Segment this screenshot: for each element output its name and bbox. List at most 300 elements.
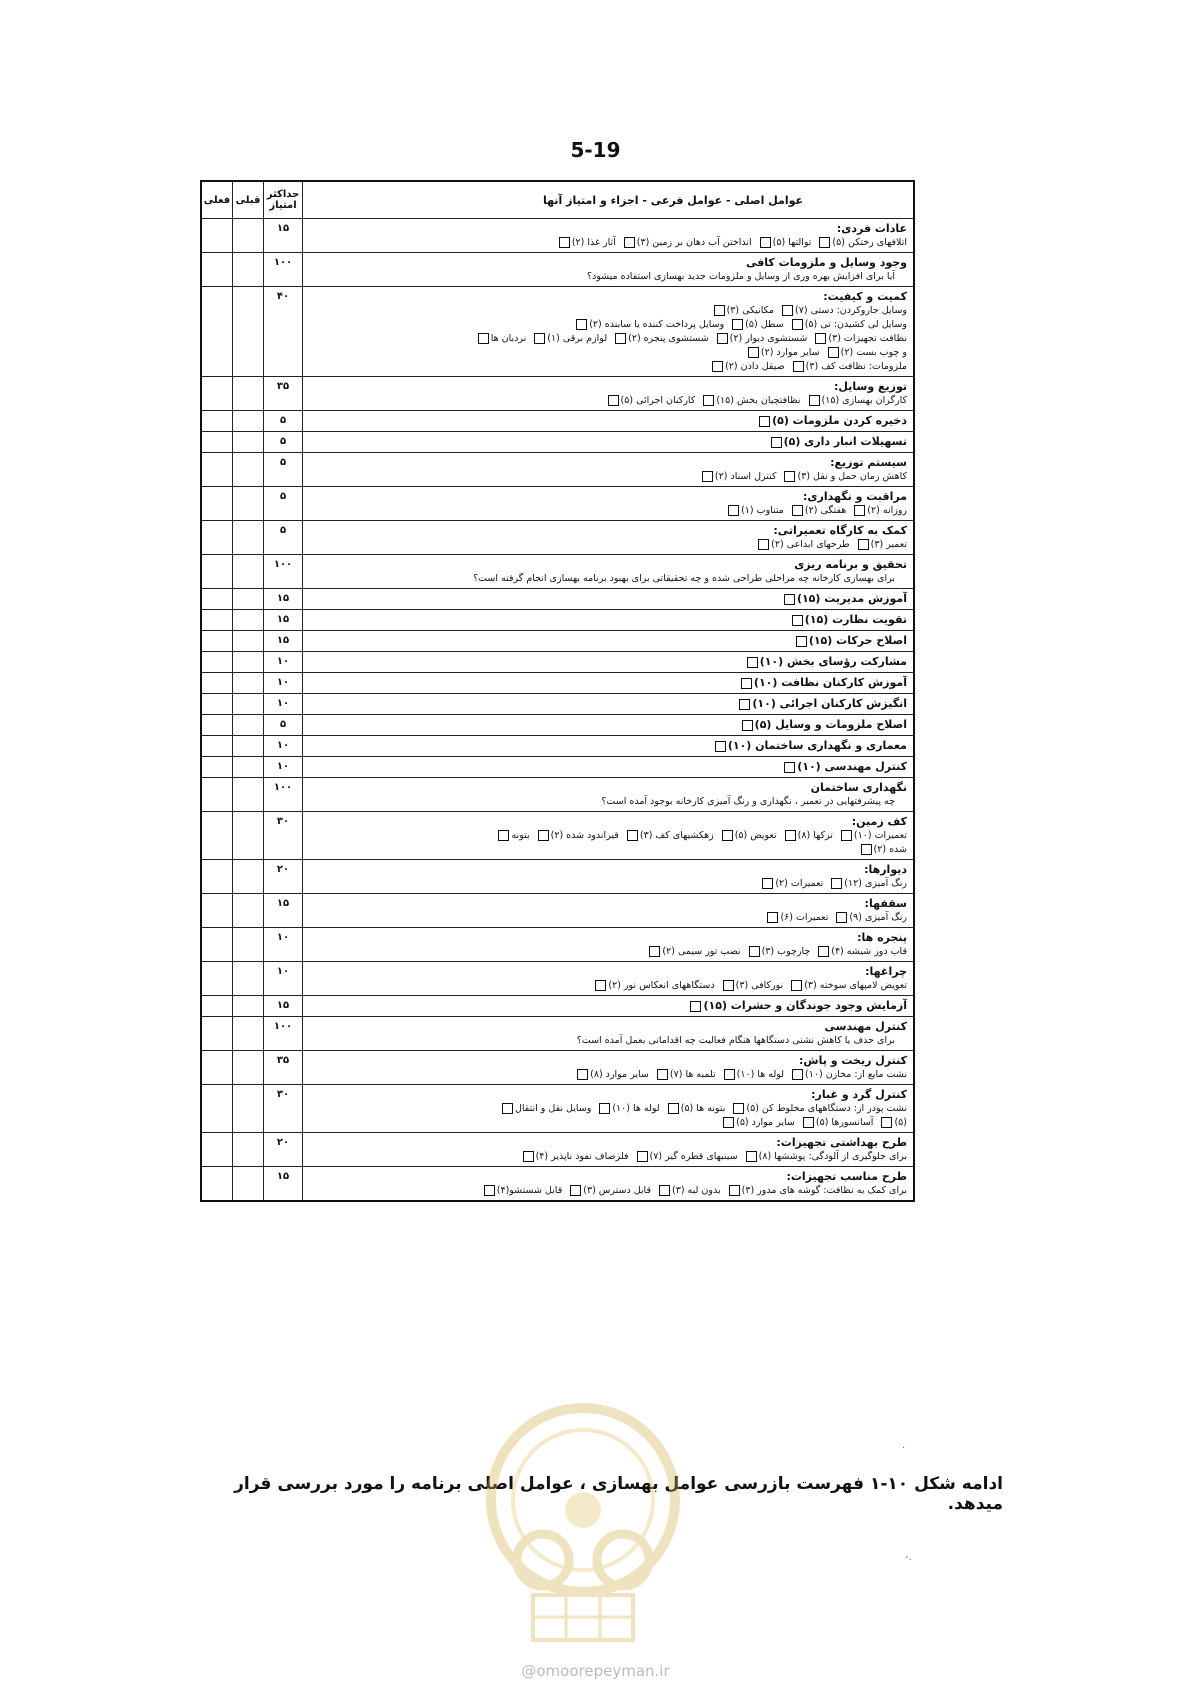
checkbox[interactable] xyxy=(570,1185,581,1196)
criteria-cell xyxy=(303,287,915,377)
website-footer: @omoorepeyman.ir xyxy=(521,1662,670,1680)
criteria-item xyxy=(714,304,774,318)
criteria-item-label: نظافت تجهیزات (۳) xyxy=(828,333,907,344)
previous-score-cell[interactable] xyxy=(233,411,264,432)
current-score-cell[interactable] xyxy=(201,1051,233,1085)
table-row xyxy=(201,1133,914,1167)
checkbox[interactable] xyxy=(702,471,713,482)
previous-score-cell[interactable] xyxy=(233,287,264,377)
max-score-cell: ۱۵ xyxy=(264,894,303,928)
criteria-item xyxy=(534,332,607,346)
criteria-item-label: سایر موارد (۵) xyxy=(736,1117,795,1128)
current-score-cell[interactable] xyxy=(201,610,233,631)
criteria-item-label: قیراندود شده (۲) xyxy=(550,830,619,841)
table-row xyxy=(201,411,914,432)
criteria-item xyxy=(523,1150,629,1164)
criteria-title: تقویت نظارت (۱۵) xyxy=(804,613,907,626)
checkbox[interactable] xyxy=(615,333,626,344)
criteria-cell xyxy=(303,1085,915,1133)
criteria-item-label: دستگاههای انعکاس نور (۲) xyxy=(608,980,715,991)
criteria-item-label: نظافتچیان بخش (۱۵) xyxy=(716,395,801,406)
criteria-item xyxy=(881,1116,907,1130)
checkbox[interactable] xyxy=(478,333,489,344)
checkbox[interactable] xyxy=(714,305,725,316)
criteria-item-label: هفتگی (۲) xyxy=(804,505,847,516)
criteria-cell xyxy=(303,860,915,894)
criteria-item xyxy=(712,360,785,374)
checkbox[interactable] xyxy=(659,1185,670,1196)
checkbox[interactable] xyxy=(715,741,726,752)
criteria-line xyxy=(307,1184,907,1198)
page-number: 5-19 xyxy=(570,138,621,162)
criteria-item-label: تعمیرات (۶) xyxy=(780,912,829,923)
criteria-line xyxy=(307,945,907,959)
checkbox[interactable] xyxy=(637,1151,648,1162)
current-score-cell[interactable] xyxy=(201,1017,233,1051)
previous-score-cell[interactable] xyxy=(233,432,264,453)
criteria-item xyxy=(784,470,907,484)
header-max-score: حداکثر امتیاز xyxy=(264,181,303,219)
criteria-item-label: متناوب (۱) xyxy=(741,505,784,516)
criteria-item xyxy=(627,829,714,843)
checkbox[interactable] xyxy=(841,830,852,841)
previous-score-cell[interactable] xyxy=(233,453,264,487)
current-score-cell[interactable] xyxy=(201,652,233,673)
checkbox[interactable] xyxy=(690,1001,701,1012)
table-row xyxy=(201,377,914,411)
current-score-cell[interactable] xyxy=(201,996,233,1017)
criteria-item xyxy=(793,360,907,374)
criteria-cell xyxy=(303,736,915,757)
current-score-cell[interactable] xyxy=(201,757,233,778)
max-score-cell: ۴۰ xyxy=(264,287,303,377)
criteria-item-label: شستشوی دیوار (۲) xyxy=(729,333,808,344)
current-score-cell[interactable] xyxy=(201,521,233,555)
criteria-item-label: تعمیرات (۱۰) xyxy=(853,830,907,841)
checkbox[interactable] xyxy=(599,1103,610,1114)
checkbox[interactable] xyxy=(792,1069,803,1080)
checkbox[interactable] xyxy=(733,1103,744,1114)
criteria-item-label: طرحهای ابداعی (۲) xyxy=(771,539,850,550)
criteria-item xyxy=(792,318,907,332)
criteria-item-label: صیقل دادن (۲) xyxy=(725,361,785,372)
table-row xyxy=(201,610,914,631)
criteria-item xyxy=(608,394,696,408)
current-score-cell[interactable] xyxy=(201,715,233,736)
criteria-item-label: آسانسورها (۵) xyxy=(815,1117,874,1128)
current-score-cell[interactable] xyxy=(201,812,233,860)
criteria-item-label: روزانه (۲) xyxy=(867,505,907,516)
scan-mark: -. xyxy=(905,1552,912,1563)
previous-score-cell[interactable] xyxy=(233,1133,264,1167)
criteria-item-label: نشت مایع از: مخازن (۱۰) xyxy=(805,1069,907,1080)
criteria-item xyxy=(792,504,846,518)
checkbox[interactable] xyxy=(627,830,638,841)
checkbox[interactable] xyxy=(815,333,826,344)
previous-score-cell[interactable] xyxy=(233,219,264,253)
previous-score-cell[interactable] xyxy=(233,487,264,521)
previous-score-cell[interactable] xyxy=(233,1085,264,1133)
criteria-cell xyxy=(303,928,915,962)
criteria-item-label: وسایل جاروکردن: دستی (۷) xyxy=(795,305,907,316)
checkbox[interactable] xyxy=(881,1117,892,1128)
criteria-item-label: بدون لبه (۳) xyxy=(672,1185,721,1196)
criteria-question: چه پیشرفتهایی در تعمیر ، نگهداری و رنگ آمیزی کارخانه بوجود آمده است؟ xyxy=(601,796,895,807)
checkbox[interactable] xyxy=(722,830,733,841)
checkbox[interactable] xyxy=(796,636,807,647)
current-score-cell[interactable] xyxy=(201,894,233,928)
max-score-cell: ۱۰ xyxy=(264,673,303,694)
criteria-title: وجود وسایل و ملزومات کافی xyxy=(745,256,907,269)
criteria-item xyxy=(818,945,907,959)
current-score-cell[interactable] xyxy=(201,694,233,715)
criteria-title: تحقیق و برنامه ریزی xyxy=(794,558,907,571)
criteria-item-label: رنگ آمیزی (۱۲) xyxy=(844,878,907,889)
criteria-question: برای بهسازی کارخانه چه مراحلی طراحی شده و چه تحقیقاتی برای بهبود برنامه بهسازی انجام گرفته است؟ xyxy=(473,573,895,584)
checkbox[interactable] xyxy=(723,980,734,991)
checkbox[interactable] xyxy=(792,615,803,626)
checkbox[interactable] xyxy=(559,237,570,248)
checkbox[interactable] xyxy=(739,699,750,710)
max-score-cell: ۲۰ xyxy=(264,860,303,894)
criteria-cell xyxy=(303,610,915,631)
table-row xyxy=(201,996,914,1017)
checkbox[interactable] xyxy=(809,395,820,406)
table-row xyxy=(201,487,914,521)
criteria-item xyxy=(595,979,714,993)
criteria-item xyxy=(861,843,907,857)
checkbox[interactable] xyxy=(791,980,802,991)
checkbox[interactable] xyxy=(831,878,842,889)
criteria-title: طرح بهداشتی تجهیزات: xyxy=(776,1136,907,1149)
current-score-cell[interactable] xyxy=(201,1085,233,1133)
criteria-line xyxy=(307,1150,907,1164)
previous-score-cell[interactable] xyxy=(233,555,264,589)
table-row xyxy=(201,1051,914,1085)
max-score-cell: ۱۵ xyxy=(264,589,303,610)
criteria-item-label: سطل (۵) xyxy=(745,319,784,330)
criteria-item xyxy=(615,332,709,346)
criteria-item xyxy=(624,236,752,250)
current-score-cell[interactable] xyxy=(201,673,233,694)
criteria-item xyxy=(659,1184,721,1198)
criteria-item-label: و چوب بست (۲) xyxy=(840,347,907,358)
checkbox[interactable] xyxy=(668,1103,679,1114)
previous-score-cell[interactable] xyxy=(233,962,264,996)
checkbox[interactable] xyxy=(759,416,770,427)
previous-score-cell[interactable] xyxy=(233,1017,264,1051)
criteria-item xyxy=(702,470,777,484)
checkbox[interactable] xyxy=(724,1069,735,1080)
criteria-item-label: بتونه ها (۵) xyxy=(680,1103,726,1114)
table-row xyxy=(201,1167,914,1202)
checkbox[interactable] xyxy=(717,333,728,344)
previous-score-cell[interactable] xyxy=(233,631,264,652)
checkbox[interactable] xyxy=(747,657,758,668)
max-score-cell: ۱۰۰ xyxy=(264,778,303,812)
criteria-title: نگهداری ساختمان xyxy=(810,781,907,794)
checkbox[interactable] xyxy=(498,830,509,841)
checkbox[interactable] xyxy=(608,395,619,406)
checkbox[interactable] xyxy=(595,980,606,991)
table-body xyxy=(201,219,914,1202)
checkbox[interactable] xyxy=(728,505,739,516)
criteria-title: طرح مناسب تجهیزات: xyxy=(786,1170,907,1183)
checkbox[interactable] xyxy=(749,946,760,957)
criteria-item-label: نشت پودر از: دستگاههای مخلوط کن (۵) xyxy=(746,1103,907,1114)
previous-score-cell[interactable] xyxy=(233,521,264,555)
header-main: عوامل اصلی - عوامل فرعی - اجزاء و امتیاز آنها xyxy=(303,181,915,219)
checkbox[interactable] xyxy=(760,237,771,248)
current-score-cell[interactable] xyxy=(201,253,233,287)
checkbox[interactable] xyxy=(784,471,795,482)
max-score-cell: ۳۵ xyxy=(264,1051,303,1085)
previous-score-cell[interactable] xyxy=(233,894,264,928)
header-current: فعلی xyxy=(201,181,233,219)
checkbox[interactable] xyxy=(818,946,829,957)
criteria-item-label: سایر موارد (۲) xyxy=(760,347,820,358)
criteria-cell xyxy=(303,555,915,589)
previous-score-cell[interactable] xyxy=(233,253,264,287)
checkbox[interactable] xyxy=(729,1185,740,1196)
checkbox[interactable] xyxy=(762,878,773,889)
criteria-item xyxy=(785,829,833,843)
criteria-title: پنجره ها: xyxy=(857,931,907,944)
max-score-cell: ۱۰ xyxy=(264,928,303,962)
criteria-cell xyxy=(303,589,915,610)
table-row xyxy=(201,736,914,757)
max-score-cell: ۱۵ xyxy=(264,1167,303,1202)
checkbox[interactable] xyxy=(741,678,752,689)
checkbox[interactable] xyxy=(732,319,743,330)
criteria-item-label: توالتها (۵) xyxy=(772,237,812,248)
checkbox[interactable] xyxy=(861,844,872,855)
checkbox[interactable] xyxy=(858,539,869,550)
current-score-cell[interactable] xyxy=(201,287,233,377)
current-score-cell[interactable] xyxy=(201,928,233,962)
table-row xyxy=(201,673,914,694)
criteria-item xyxy=(599,1102,659,1116)
criteria-line xyxy=(307,318,907,332)
criteria-item xyxy=(538,829,619,843)
max-score-cell: ۱۰۰ xyxy=(264,555,303,589)
criteria-item xyxy=(767,911,828,925)
checkbox[interactable] xyxy=(523,1151,534,1162)
criteria-title: اصلاح حرکات (۱۵) xyxy=(808,634,907,647)
current-score-cell[interactable] xyxy=(201,487,233,521)
current-score-cell[interactable] xyxy=(201,1167,233,1202)
header-previous: قبلی xyxy=(233,181,264,219)
checkbox[interactable] xyxy=(819,237,830,248)
checkbox[interactable] xyxy=(792,319,803,330)
current-score-cell[interactable] xyxy=(201,377,233,411)
criteria-line xyxy=(307,911,907,925)
current-score-cell[interactable] xyxy=(201,219,233,253)
criteria-item xyxy=(836,911,907,925)
criteria-title: دیوارها: xyxy=(864,863,907,876)
criteria-title: مراقبت و نگهداری: xyxy=(803,490,907,503)
checkbox[interactable] xyxy=(484,1185,495,1196)
table-row xyxy=(201,589,914,610)
previous-score-cell[interactable] xyxy=(233,694,264,715)
current-score-cell[interactable] xyxy=(201,432,233,453)
checkbox[interactable] xyxy=(771,437,782,448)
checkbox[interactable] xyxy=(746,1151,757,1162)
criteria-item xyxy=(559,236,616,250)
checkbox[interactable] xyxy=(767,912,778,923)
criteria-item-label: لوازم برقی (۱) xyxy=(547,333,608,344)
table-row xyxy=(201,219,914,253)
current-score-cell[interactable] xyxy=(201,1133,233,1167)
criteria-item xyxy=(657,1068,716,1082)
criteria-line xyxy=(307,829,907,843)
criteria-item xyxy=(717,332,808,346)
criteria-item xyxy=(858,538,907,552)
previous-score-cell[interactable] xyxy=(233,1051,264,1085)
table-row xyxy=(201,715,914,736)
current-score-cell[interactable] xyxy=(201,453,233,487)
criteria-item xyxy=(722,829,777,843)
previous-score-cell[interactable] xyxy=(233,736,264,757)
criteria-item xyxy=(760,236,812,250)
table-row xyxy=(201,962,914,996)
criteria-title: چراغها: xyxy=(865,965,907,978)
criteria-item xyxy=(484,1184,563,1198)
criteria-cell xyxy=(303,253,915,287)
checkbox[interactable] xyxy=(792,505,803,516)
criteria-item xyxy=(498,829,529,843)
criteria-item-label: کارگران بهسازی (۱۵) xyxy=(821,395,907,406)
checkbox[interactable] xyxy=(742,720,753,731)
max-score-cell: ۱۰ xyxy=(264,962,303,996)
criteria-line xyxy=(307,538,907,552)
criteria-item xyxy=(502,1102,591,1116)
current-score-cell[interactable] xyxy=(201,736,233,757)
previous-score-cell[interactable] xyxy=(233,715,264,736)
previous-score-cell[interactable] xyxy=(233,652,264,673)
criteria-title: کنترل گرد و غبار: xyxy=(811,1088,907,1101)
checkbox[interactable] xyxy=(538,830,549,841)
current-score-cell[interactable] xyxy=(201,555,233,589)
table-row xyxy=(201,432,914,453)
checkbox[interactable] xyxy=(576,319,587,330)
checkbox[interactable] xyxy=(712,361,723,372)
criteria-line xyxy=(307,236,907,250)
max-score-cell: ۵ xyxy=(264,453,303,487)
scan-mark: . xyxy=(902,1440,906,1451)
previous-score-cell[interactable] xyxy=(233,673,264,694)
criteria-question: برای حذف یا کاهش نشتی دستگاهها هنگام فعالیت چه اقداماتی بعمل آمده است؟ xyxy=(576,1035,895,1046)
previous-score-cell[interactable] xyxy=(233,757,264,778)
criteria-item-label: نصب تور سیمی (۲) xyxy=(662,946,741,957)
criteria-item xyxy=(782,304,907,318)
max-score-cell: ۵ xyxy=(264,487,303,521)
checkbox[interactable] xyxy=(785,830,796,841)
previous-score-cell[interactable] xyxy=(233,996,264,1017)
current-score-cell[interactable] xyxy=(201,411,233,432)
checkbox[interactable] xyxy=(534,333,545,344)
criteria-item xyxy=(728,504,784,518)
previous-score-cell[interactable] xyxy=(233,928,264,962)
criteria-item-label: نردبان ها xyxy=(490,333,527,344)
previous-score-cell[interactable] xyxy=(233,812,264,860)
checkbox[interactable] xyxy=(784,762,795,773)
criteria-item xyxy=(828,346,907,360)
current-score-cell[interactable] xyxy=(201,631,233,652)
checkbox[interactable] xyxy=(624,237,635,248)
criteria-item xyxy=(748,346,820,360)
checkbox[interactable] xyxy=(828,347,839,358)
checkbox[interactable] xyxy=(793,361,804,372)
criteria-title: عادات فردی: xyxy=(836,222,907,235)
criteria-title: آزمایش وجود جوندگان و حشرات (۱۵) xyxy=(703,999,907,1012)
checkbox[interactable] xyxy=(803,1117,814,1128)
criteria-title: سیستم توزیع: xyxy=(830,456,907,469)
criteria-item-label: کارکنان اجرائی (۵) xyxy=(620,395,696,406)
checkbox[interactable] xyxy=(854,505,865,516)
checkbox[interactable] xyxy=(703,395,714,406)
checkbox[interactable] xyxy=(657,1069,668,1080)
previous-score-cell[interactable] xyxy=(233,860,264,894)
criteria-item xyxy=(576,318,724,332)
criteria-item-label: انداختن آب دهان بر زمین (۳) xyxy=(636,237,752,248)
max-score-cell: ۵ xyxy=(264,432,303,453)
previous-score-cell[interactable] xyxy=(233,1167,264,1202)
criteria-cell xyxy=(303,778,915,812)
checkbox[interactable] xyxy=(836,912,847,923)
max-score-cell: ۱۰ xyxy=(264,757,303,778)
max-score-cell: ۱۵ xyxy=(264,219,303,253)
table-header-row xyxy=(201,181,914,219)
criteria-item xyxy=(819,236,907,250)
table-row xyxy=(201,778,914,812)
previous-score-cell[interactable] xyxy=(233,377,264,411)
criteria-title: آموزش مدیریت (۱۵) xyxy=(796,592,907,605)
checkbox[interactable] xyxy=(577,1069,588,1080)
criteria-title: کف زمین: xyxy=(851,815,907,828)
table-row xyxy=(201,555,914,589)
checkbox[interactable] xyxy=(748,347,759,358)
criteria-title: کمیت و کیفیت: xyxy=(823,290,907,303)
criteria-cell xyxy=(303,673,915,694)
table-row xyxy=(201,453,914,487)
previous-score-cell[interactable] xyxy=(233,610,264,631)
current-score-cell[interactable] xyxy=(201,778,233,812)
checkbox[interactable] xyxy=(782,305,793,316)
current-score-cell[interactable] xyxy=(201,860,233,894)
criteria-item-label: نورکافی (۳) xyxy=(735,980,784,991)
criteria-item xyxy=(758,538,849,552)
checkbox[interactable] xyxy=(502,1103,513,1114)
checkbox[interactable] xyxy=(723,1117,734,1128)
criteria-cell xyxy=(303,411,915,432)
table-row xyxy=(201,1017,914,1051)
previous-score-cell[interactable] xyxy=(233,778,264,812)
criteria-item-label: لوله ها (۱۰) xyxy=(612,1103,660,1114)
checkbox[interactable] xyxy=(649,946,660,957)
previous-score-cell[interactable] xyxy=(233,589,264,610)
current-score-cell[interactable] xyxy=(201,589,233,610)
criteria-item-label: برای جلوگیری از آلودگی: پوششها (۸) xyxy=(758,1151,907,1162)
criteria-item xyxy=(703,394,800,408)
criteria-item xyxy=(791,979,907,993)
current-score-cell[interactable] xyxy=(201,962,233,996)
checkbox[interactable] xyxy=(784,594,795,605)
checkbox[interactable] xyxy=(758,539,769,550)
criteria-line xyxy=(307,979,907,993)
criteria-title: تسهیلات انبار داری (۵) xyxy=(783,435,907,448)
criteria-item-label: قابل شستشو(۴) xyxy=(496,1185,563,1196)
